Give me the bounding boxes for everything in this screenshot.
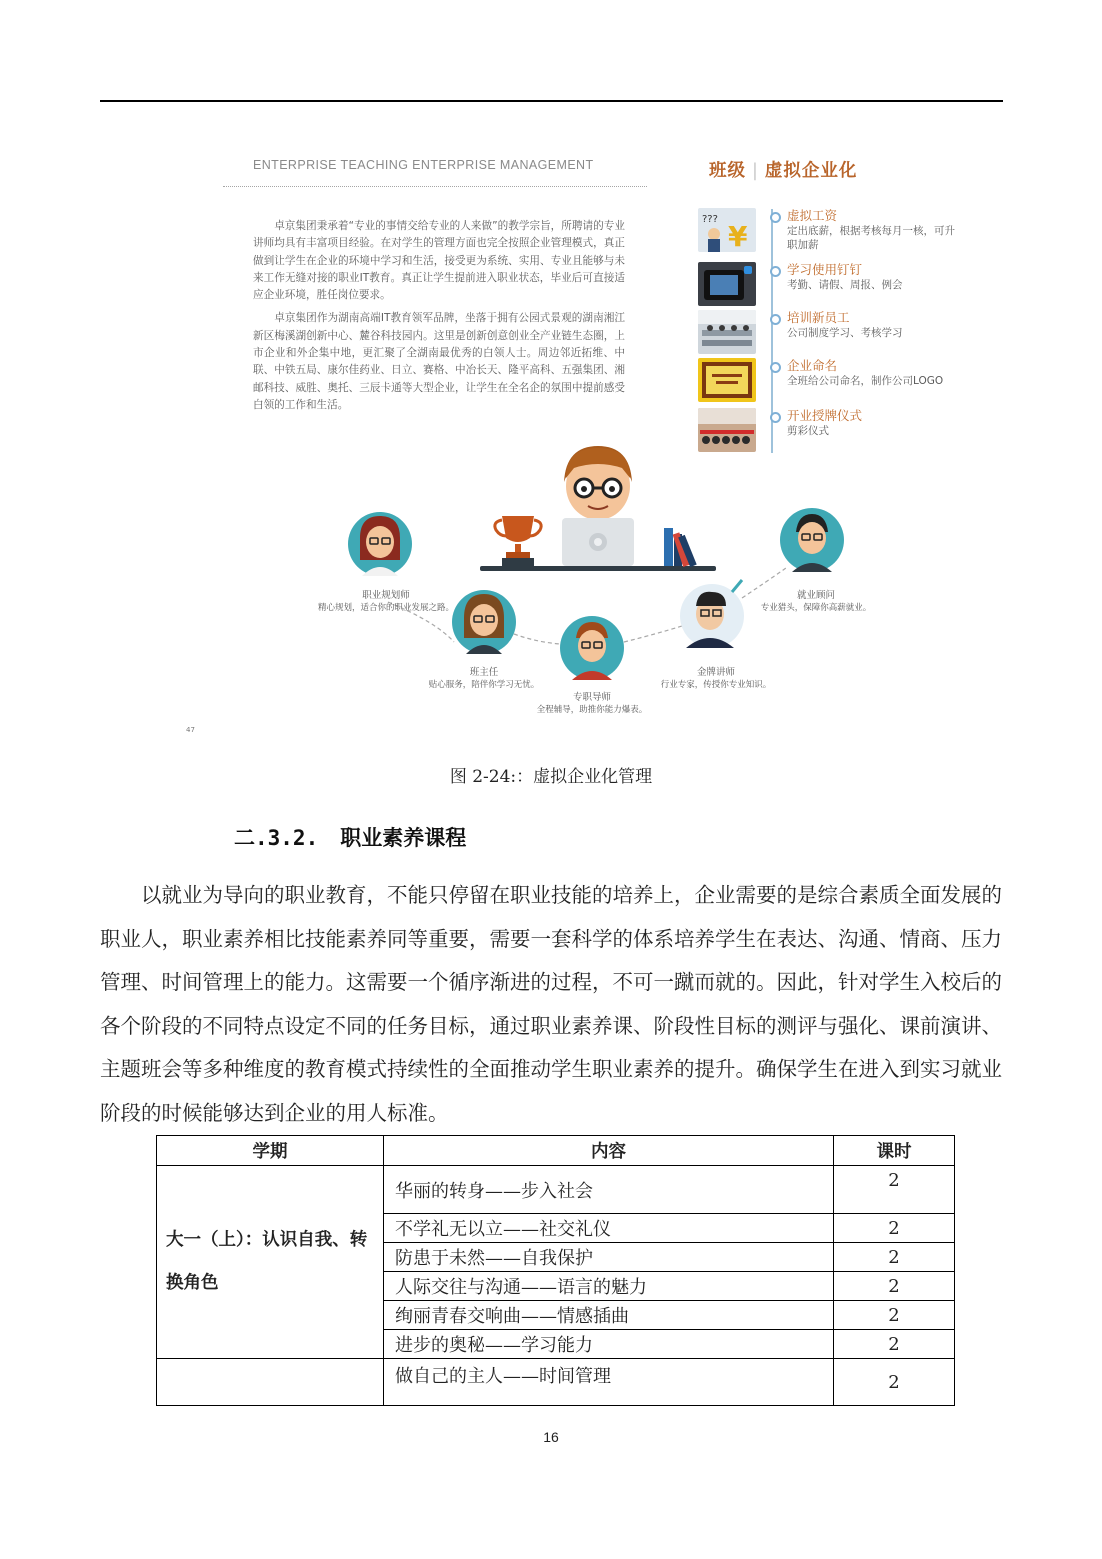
timeline-desc: 考勤、请假、周报、例会 — [787, 279, 903, 291]
title-part-virtual: 虚拟企业化 — [764, 161, 858, 181]
timeline-dot — [770, 314, 781, 325]
virtual-enterprise-figure — [186, 146, 966, 738]
svg-text:???: ??? — [702, 214, 718, 225]
content-cell: 进步的奥秘——学习能力 — [384, 1330, 834, 1359]
timeline-item-company-naming — [698, 358, 966, 410]
mentor-avatar — [560, 616, 624, 680]
content-cell: 不学礼无以立——社交礼仪 — [384, 1214, 834, 1243]
desk-scene — [480, 446, 716, 571]
role-desc: 贴心服务，陪伴你学习无忧。 — [428, 680, 540, 690]
role-name: 就业顾问 — [796, 590, 836, 601]
table-row — [157, 1166, 955, 1214]
company-logo-icon — [698, 358, 756, 402]
timeline-desc: 全班给公司命名，制作公司LOGO — [787, 375, 944, 387]
header-semester: 学期 — [157, 1136, 384, 1166]
dotted-divider — [223, 186, 647, 187]
page-number: 16 — [543, 1429, 559, 1445]
hours-cell: 2 — [834, 1330, 955, 1359]
timeline-item-training — [698, 310, 966, 362]
role-name: 班主任 — [469, 667, 499, 678]
role-employment-advisor — [761, 587, 872, 613]
svg-text:¥: ¥ — [728, 220, 748, 252]
laptop-icon — [562, 518, 634, 566]
training-photo-icon — [698, 310, 756, 354]
timeline-title: 企业命名 — [787, 358, 838, 373]
role-name: 职业规划师 — [362, 590, 410, 601]
timeline-dot — [770, 362, 781, 373]
content-cell: 华丽的转身——步入社会 — [384, 1166, 834, 1214]
class-virtual-enterprise-title — [709, 157, 857, 182]
role-desc: 全程辅导，助推你能力爆表。 — [536, 705, 648, 715]
semester-cell-empty — [157, 1359, 384, 1406]
figure-english-header: ENTERPRISE TEACHING ENTERPRISE MANAGEMENT — [253, 158, 594, 172]
semester-cell: 大一（上）：认识自我、转换角色 — [157, 1166, 384, 1359]
role-desc: 行业专家，传授你专业知识。 — [660, 680, 772, 690]
employment-advisor-avatar — [780, 508, 844, 572]
content-cell: 做自己的主人——时间管理 — [384, 1359, 834, 1406]
title-separator: | — [752, 161, 759, 181]
hours-cell: 2 — [834, 1359, 955, 1406]
hours-cell: 2 — [834, 1301, 955, 1330]
header-content: 内容 — [384, 1136, 834, 1166]
gold-lecturer-avatar — [680, 580, 744, 648]
role-name: 专职导师 — [572, 692, 612, 703]
body-paragraph: 以就业为导向的职业教育，不能只停留在职业技能的培养上，企业需要的是综合素质全面发展的职业人，职业素养相比技能素养同等重要，需要一套科学的体系培养学生在表达、沟通、情商、压力管理、时间管理上的能力。这需要一个循序渐进的过程，不可一蹴而就的。因此，针对学生入校后的各个阶段的不同特点设定不同的任务目标，通过职业素养课、阶段性目标的测评与强化、课前演讲、主题班会等多种维度的教育模式持续性的全面推动学生职业素养的提升。确保学生在进入到实习就业阶段的时候能够达到企业的用人标准。 — [100, 883, 1002, 1125]
timeline-title: 学习使用钉钉 — [787, 262, 863, 277]
intro-paragraph: 卓京集团秉承着“专业的事情交给专业的人来做”的教学宗旨，所聘请的专业讲师均具有丰富项目经验。在对学生的管理方面也完全按照企业管理模式，真正做到让学生在企业的环境中学习和生活，接受更为系统、实用、专业且能够与未来工作无缝对接的职业IT教育。真正让学生提前进入职业状态，毕业后可直接适应企业环境，胜任岗位要求。 — [253, 220, 625, 302]
section-heading — [234, 822, 466, 852]
trophy-icon — [495, 516, 541, 566]
intro-paragraph: 卓京集团作为湖南高端IT教育领军品牌，坐落于拥有公园式景观的湖南湘江新区梅溪湖创新中心、麓谷科技园内。这里是创新创意创业全产业链生态圈，上市企业和外企集中地，更汇聚了全湖南最优秀的白领人士。周边邻近拓维、中联、中铁五局、康尔佳药业、日立、赛格、中冶长天、隆平高科、五强集团、湘邮科技、威胜、奥托、三辰卡通等大型企业，让学生在全名企的氛围中提前感受白领的工作和生活。 — [253, 312, 625, 411]
table-row — [157, 1359, 955, 1406]
dingtalk-icon — [698, 262, 756, 306]
header-hours: 课时 — [834, 1136, 955, 1166]
money-icon — [698, 208, 756, 252]
content-cell: 防患于未然——自我保护 — [384, 1243, 834, 1272]
cartoon-student-avatar — [564, 446, 632, 520]
section-title: 职业素养课程 — [340, 825, 467, 850]
role-desc: 专业猎头，保障你高薪就业。 — [760, 603, 872, 613]
role-gold-lecturer — [661, 664, 772, 690]
role-name: 金牌讲师 — [696, 667, 736, 678]
timeline-item-dingtalk — [698, 262, 966, 314]
timeline-title: 培训新员工 — [787, 310, 850, 325]
figure-intro-text — [253, 218, 625, 420]
header-rule — [100, 100, 1003, 102]
timeline-desc: 公司制度学习、考核学习 — [787, 327, 903, 339]
timeline-dot — [770, 266, 781, 277]
role-mentor — [537, 689, 648, 715]
content-cell: 绚丽青春交响曲——情感插曲 — [384, 1301, 834, 1330]
hours-cell: 2 — [834, 1272, 955, 1301]
hours-cell: 2 — [834, 1243, 955, 1272]
course-table — [156, 1135, 955, 1406]
books-icon — [664, 528, 697, 567]
timeline-dot — [770, 412, 781, 423]
hours-cell: 2 — [834, 1214, 955, 1243]
figure-corner-mark: 47 — [186, 726, 195, 734]
timeline-title: 开业授牌仪式 — [787, 408, 863, 423]
head-teacher-avatar — [452, 590, 516, 654]
role-desc: 精心规划，适合你的职业发展之路。 — [317, 603, 455, 613]
hours-cell: 2 — [834, 1166, 955, 1214]
table-header-row — [157, 1136, 955, 1166]
role-head-teacher — [429, 664, 540, 690]
timeline-item-virtual-salary — [698, 208, 966, 260]
title-part-class: 班级 — [709, 161, 746, 181]
timeline-dot — [770, 212, 781, 223]
timeline-desc: 定出底薪，根据考核每月一核，可升职加薪 — [787, 225, 955, 251]
content-cell: 人际交往与沟通——语言的魅力 — [384, 1272, 834, 1301]
connector-line — [514, 634, 560, 644]
figure-caption: 图 2-24:：虚拟企业化管理 — [449, 767, 653, 787]
connector-line — [624, 626, 682, 642]
timeline-title: 虚拟工资 — [787, 208, 838, 223]
career-planner-avatar — [348, 512, 412, 576]
timeline-desc: 剪彩仪式 — [787, 425, 829, 437]
section-number: 二.3.2. — [234, 826, 319, 850]
role-career-planner — [318, 587, 454, 613]
